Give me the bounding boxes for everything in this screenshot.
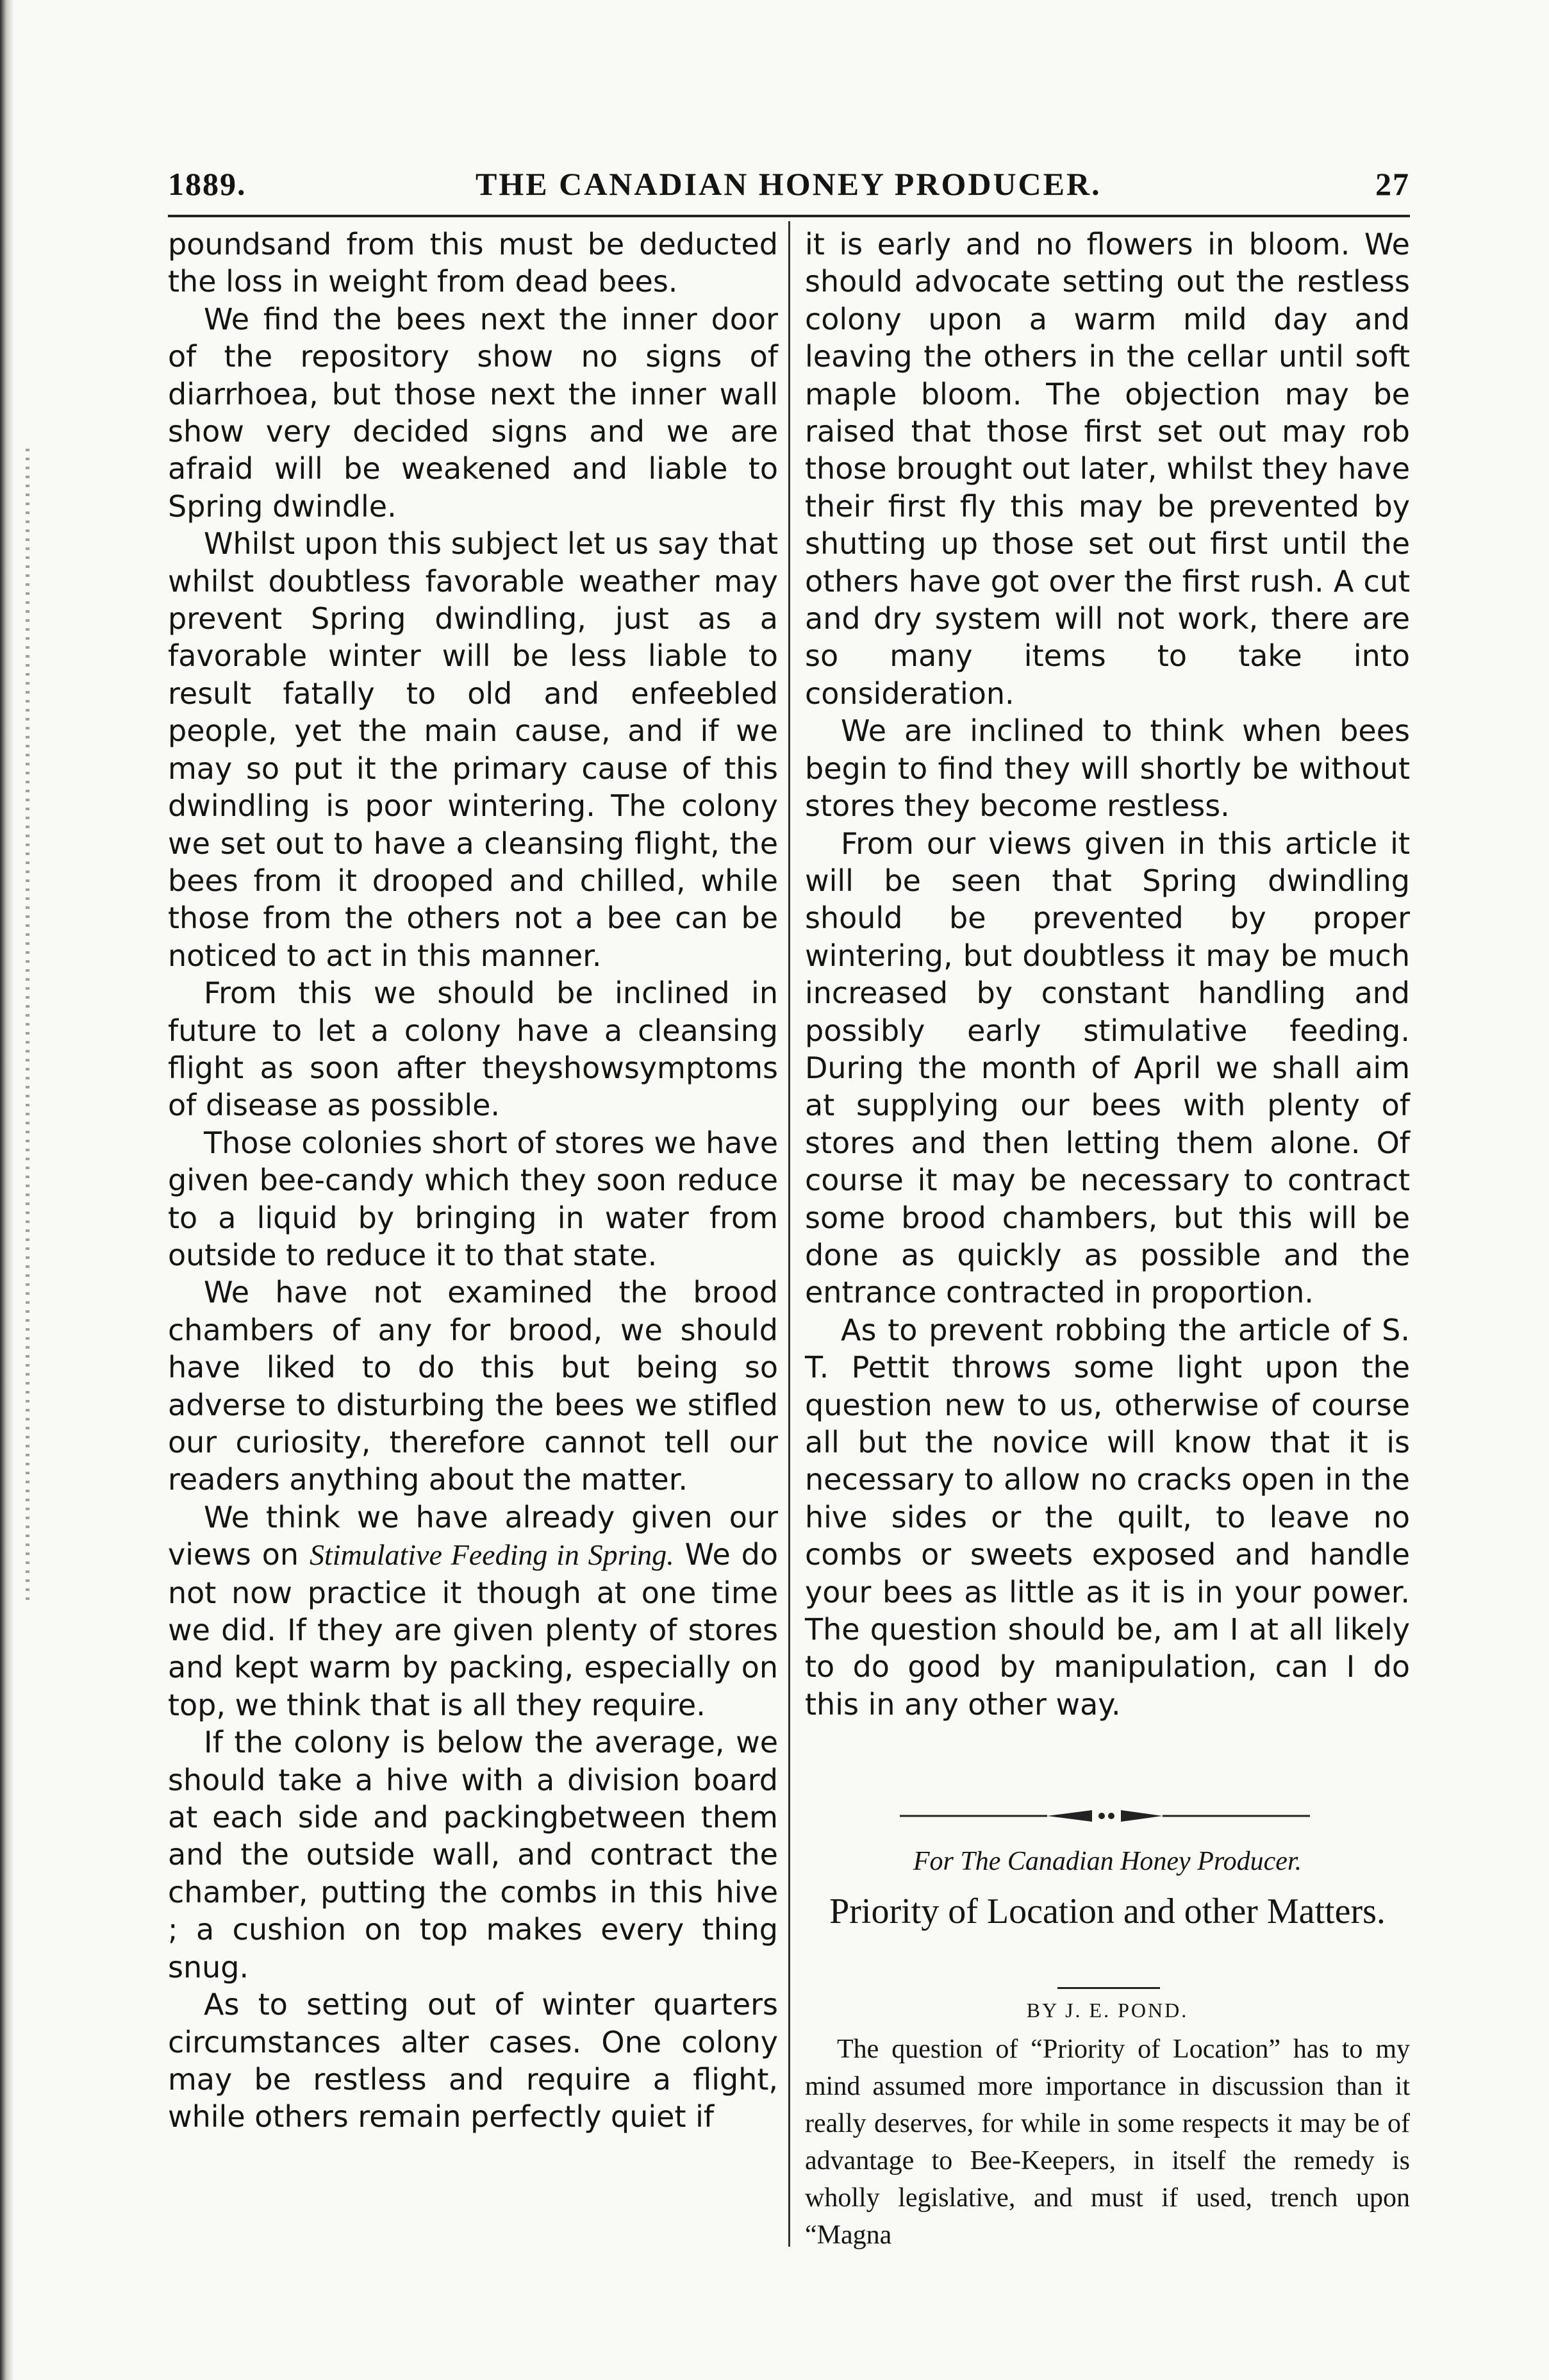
title-rule	[1057, 1987, 1160, 1989]
header-title: THE CANADIAN HONEY PRODUCER.	[476, 166, 1102, 202]
section-ornament	[900, 1806, 1310, 1826]
paragraph: As to setting out of winter quarters circumstances alter cases. One colony may be restless and require a flight, while others remain perfectly quiet if	[168, 1987, 778, 2135]
paragraph: We have not examined the brood chambers of any for brood, we should have liked to do this but being so adverse to disturbing the bees we stifled our curiosity, therefore cannot tell our readers anything about the matter.	[168, 1275, 778, 1497]
paragraph: Whilst upon this subject let us say that whilst doubtless favorable weather may prevent Spring dwindling, just as a favorable winter will be less liable to result fatally to old and enfeebled people, yet the main cause, and if we may so put it the primary cause of this dwindling is poor wintering. The colony we set out to have a cleansing flight, the bees from it drooped and chilled, while those from the others not a bee can be noticed to act in this manner.	[168, 526, 778, 973]
article-body	[805, 2031, 1410, 2254]
paragraph: poundsand from this must be deducted the loss in weight from dead bees.	[168, 227, 778, 299]
article-author: BY J. E. POND.	[1026, 1999, 1189, 2022]
paragraph: If the colony is below the average, we should take a hive with a division board at each side and packingbetween them and the outside wall, and contract the chamber, putting the combs in this hive ; a cushion on top makes every thing snug.	[168, 1725, 778, 1985]
scan-edge-marks	[26, 449, 29, 1602]
paragraph: We find the bees next the inner door of the repository show no signs of diarrhoea, but those next the inner wall show very decided signs and we are afraid will be weakened and liable to Spring dwindle.	[168, 301, 778, 524]
text-run: We do not now practice it though at one time we did. If they are given plenty of stores and kept warm by packing, especially on top, we think that is all they require.	[168, 1537, 778, 1722]
paragraph: The question of “Priority of Location” has to my mind assumed more importance in discussion than it really deserves, for while in some respects it may be of advantage to Bee-Keepers, in itself the remedy is wholly legislative, and must if used, trench upon “Magna	[805, 2035, 1410, 2250]
left-column	[168, 226, 778, 2136]
right-column	[805, 226, 1410, 1723]
paragraph: From our views given in this article it will be seen that Spring dwindling should be prevented by proper wintering, but doubtless it may be much increased by constant handling and possibly early stimulative feeding. During the month of April we shall aim at supplying our bees with plenty of stores and then letting them alone. Of course it may be necessary to contract some brood chambers, but this will be done as quickly as possible and the entrance contracted in proportion.	[805, 826, 1410, 1310]
paragraph: As to prevent robbing the article of S. T. Pettit throws some light upon the question new to us, otherwise of course all but the novice will know that it is necessary to allow no cracks open in the hive sides or the quilt, to leave no combs or sweets exposed and handle your bees as little as it is in your power. The question should be, am I at all likely to do good by manipulation, can I do this in any other way.	[805, 1312, 1410, 1722]
header-page-number: 27	[1375, 166, 1410, 202]
text-run: We think we have already given our views on	[168, 1499, 778, 1572]
article-title: Priority of Location and other Matters.	[829, 1892, 1386, 1931]
italic-run: Stimulative Feeding in Spring.	[309, 1538, 674, 1572]
scan-edge-shadow	[0, 0, 14, 2380]
header-year: 1889.	[168, 166, 247, 202]
column-divider	[788, 221, 790, 2247]
paragraph: We are inclined to think when bees begin to find they will shortly be without stores they become restless.	[805, 713, 1410, 824]
running-header	[168, 159, 1410, 210]
header-rule	[168, 215, 1410, 217]
article-source-line: For The Canadian Honey Producer.	[913, 1847, 1302, 1876]
paragraph: From this we should be inclined in future to let a colony have a cleansing flight as soon after theyshowsymptoms of disease as possible.	[168, 976, 778, 1123]
paragraph: it is early and no flowers in bloom. We should advocate setting out the restless colony upon a warm mild day and leaving the others in the cellar until soft maple bloom. The objection may be raised that those first set out may rob those brought out later, whilst they have their first fly this may be prevented by shutting up those set out first until the others have got over the first rush. A cut and dry system will not work, there are so many items to take into consideration.	[805, 227, 1410, 711]
paragraph-stimulative-feeding	[168, 1499, 778, 1724]
paragraph: Those colonies short of stores we have given bee-candy which they soon reduce to a liquid by bringing in water from outside to reduce it to that state.	[168, 1125, 778, 1272]
